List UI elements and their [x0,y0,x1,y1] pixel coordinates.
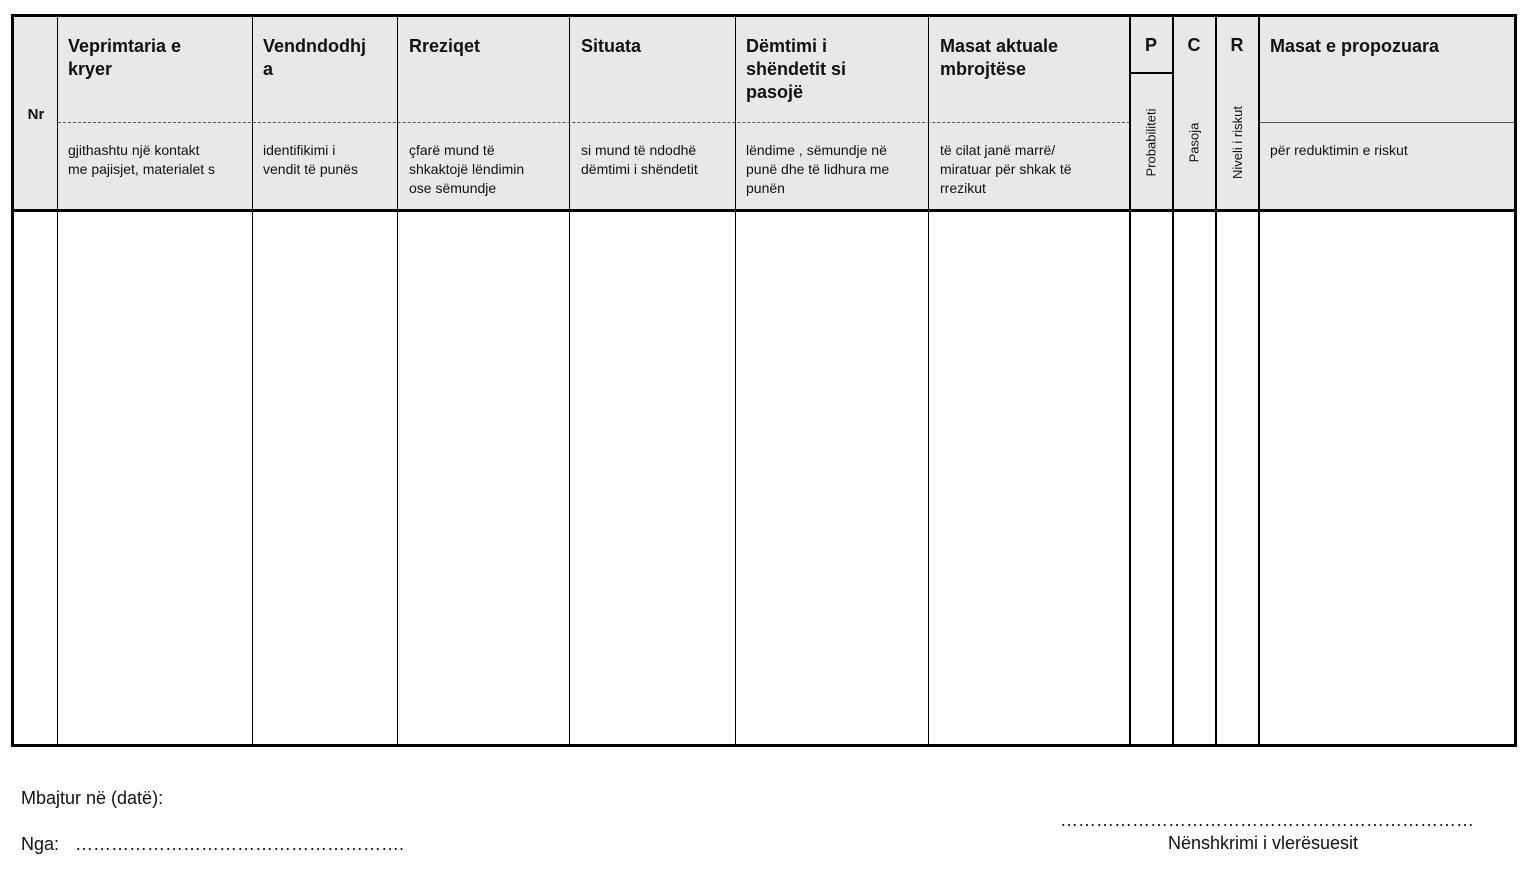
risk-assessment-table [11,14,1517,747]
proposed-measures-header: Masat e propozuara [1270,36,1440,56]
nr-header: Nr [27,106,45,123]
hazards-header: Rreziqet [409,36,481,56]
activity-description: gjithashtu një kontakt me pajisjet, materialet s [68,142,216,177]
signature-label: Nënshkrimi i vlerësuesit [1168,833,1359,853]
assessor-name-label: Nga: [21,834,60,854]
header-solid-divider [1259,122,1514,123]
col-divider [569,17,570,744]
probability-letter: P [1144,35,1157,55]
signature-line: …………………………………………………………… [1060,810,1474,830]
col-divider [1258,17,1260,744]
header-dashed-divider [58,122,1130,123]
activity-header: Veprimtaria e kryer [68,36,182,79]
location-header: Vendndodhj a [263,36,366,79]
situation-description: si mund të ndodhë dëmtimi i shëndetit [581,142,698,177]
current-measures-description: të cilat janë marrë/ miratuar për shkak të rrezikut [940,142,1072,196]
hazards-description: çfarë mund të shkaktojë lëndimin ose sëmundje [409,142,525,196]
risk-letter: R [1230,35,1244,55]
risk-level-label: Niveli i riskut [1229,105,1245,179]
col-divider [735,17,736,744]
p-box-divider [1130,72,1173,74]
situation-header: Situata [581,36,642,56]
col-divider [57,17,58,744]
col-divider [252,17,253,744]
held-on-date-label: Mbajtur në (datë): [21,788,164,808]
probability-label: Probabiliteti [1143,108,1159,176]
current-measures-header: Masat aktuale mbrojtëse [940,36,1059,79]
consequence-letter: C [1187,35,1201,55]
health-damage-header: Dëmtimi i shëndetit si pasojë [746,36,847,102]
consequence-label: Pasoja [1186,122,1202,162]
assessor-name-line: ………………………………………………. [75,834,405,854]
col-divider [397,17,398,744]
health-damage-description: lëndime , sëmundje në punë dhe të lidhura me punën [746,142,890,196]
location-description: identifikimi i vendit të punës [263,142,358,177]
col-divider [928,17,929,744]
proposed-measures-description: për reduktimin e riskut [1270,142,1408,158]
